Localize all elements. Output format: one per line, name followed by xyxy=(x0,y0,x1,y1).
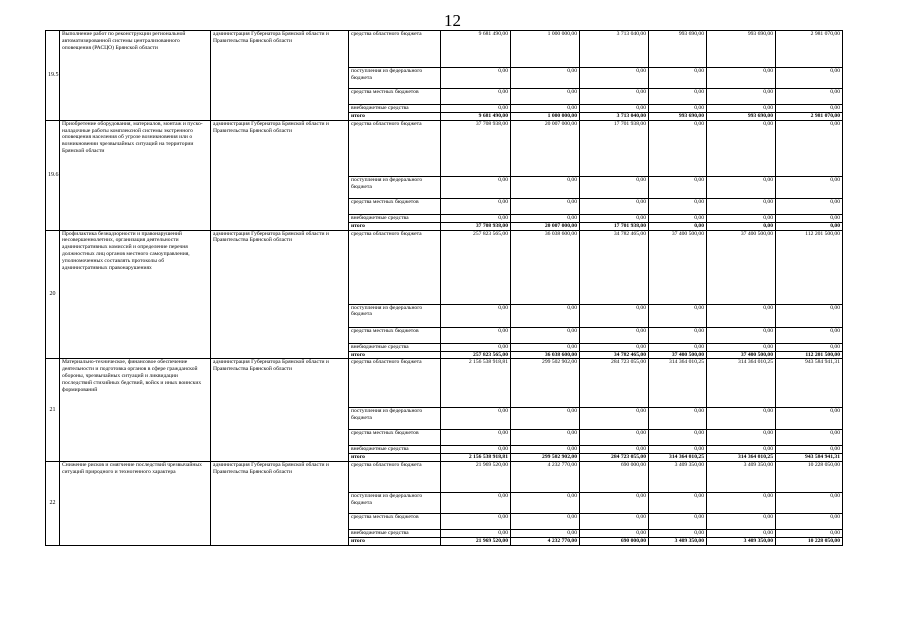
row-number: 19.5 xyxy=(46,31,60,121)
activity-title: Выполнение работ по реконструкции региональной автоматизированной системы централизованного оповещения (РАСЦО) Брянской области xyxy=(60,31,211,121)
executor: администрация Губернатора Брянской области и Правительства Брянской области xyxy=(211,31,349,121)
table-row xyxy=(46,31,843,68)
table-row xyxy=(46,359,843,408)
funding-source-label: средства областного бюджета xyxy=(349,359,441,408)
amount-cell: 0,00 xyxy=(649,176,707,198)
funding-source-label: итого xyxy=(349,113,441,121)
amount-cell: 0,00 xyxy=(776,89,843,105)
amount-cell: 299 502 902,00 xyxy=(511,454,580,462)
amount-cell: 0,00 xyxy=(649,89,707,105)
amount-cell: 0,00 xyxy=(776,530,843,538)
amount-cell: 0,00 xyxy=(580,214,649,222)
funding-source-label: поступления из федерального бюджета xyxy=(349,304,441,327)
amount-cell: 36 038 600,00 xyxy=(511,230,580,304)
amount-cell: 0,00 xyxy=(511,214,580,222)
funding-source-label: итого xyxy=(349,454,441,462)
funding-source-label: внебюджетные средства xyxy=(349,105,441,113)
amount-cell: 112 201 500,00 xyxy=(776,351,843,359)
amount-cell: 0,00 xyxy=(649,430,707,446)
amount-cell: 993 690,00 xyxy=(649,31,707,68)
amount-cell: 0,00 xyxy=(580,430,649,446)
amount-cell: 0,00 xyxy=(776,198,843,214)
funding-source-label: средства местных бюджетов xyxy=(349,514,441,530)
amount-cell: 0,00 xyxy=(776,176,843,198)
amount-cell: 0,00 xyxy=(776,343,843,351)
amount-cell: 0,00 xyxy=(649,514,707,530)
amount-cell: 257 823 565,00 xyxy=(441,230,511,304)
amount-cell: 0,00 xyxy=(580,105,649,113)
funding-source-label: итого xyxy=(349,538,441,546)
amount-cell: 0,00 xyxy=(580,493,649,514)
amount-cell: 0,00 xyxy=(511,198,580,214)
amount-cell: 10 228 050,00 xyxy=(776,538,843,546)
amount-cell: 993 690,00 xyxy=(707,31,776,68)
amount-cell: 0,00 xyxy=(441,198,511,214)
amount-cell: 0,00 xyxy=(707,514,776,530)
amount-cell: 21 969 520,00 xyxy=(441,462,511,493)
funding-source-label: средства областного бюджета xyxy=(349,120,441,176)
amount-cell: 0,00 xyxy=(649,68,707,89)
amount-cell: 0,00 xyxy=(580,198,649,214)
amount-cell: 0,00 xyxy=(649,222,707,230)
amount-cell: 0,00 xyxy=(441,304,511,327)
amount-cell: 0,00 xyxy=(580,304,649,327)
row-number: 20 xyxy=(46,230,60,359)
amount-cell: 37 400 500,00 xyxy=(707,351,776,359)
row-number: 21 xyxy=(46,359,60,462)
executor: администрация Губернатора Брянской области и Правительства Брянской области xyxy=(211,359,349,462)
amount-cell: 37 708 938,00 xyxy=(441,120,511,176)
amount-cell: 0,00 xyxy=(649,446,707,454)
amount-cell: 37 400 500,00 xyxy=(649,351,707,359)
amount-cell: 0,00 xyxy=(707,68,776,89)
executor: администрация Губернатора Брянской области и Правительства Брянской области xyxy=(211,230,349,359)
amount-cell: 0,00 xyxy=(649,304,707,327)
funding-source-label: средства областного бюджета xyxy=(349,462,441,493)
amount-cell: 20 007 000,00 xyxy=(511,222,580,230)
amount-cell: 37 708 938,00 xyxy=(441,222,511,230)
amount-cell: 0,00 xyxy=(649,120,707,176)
amount-cell: 0,00 xyxy=(511,493,580,514)
amount-cell: 4 232 770,00 xyxy=(511,462,580,493)
funding-source-label: поступления из федерального бюджета xyxy=(349,68,441,89)
amount-cell: 0,00 xyxy=(441,176,511,198)
funding-source-label: поступления из федерального бюджета xyxy=(349,408,441,430)
amount-cell: 314 364 010,25 xyxy=(649,359,707,408)
amount-cell: 0,00 xyxy=(776,214,843,222)
amount-cell: 0,00 xyxy=(441,408,511,430)
amount-cell: 0,00 xyxy=(776,120,843,176)
funding-source-label: средства местных бюджетов xyxy=(349,430,441,446)
amount-cell: 0,00 xyxy=(511,408,580,430)
funding-source-label: поступления из федерального бюджета xyxy=(349,176,441,198)
amount-cell: 993 690,00 xyxy=(707,113,776,121)
activity-title: Снижение рисков и смягчение последствий чрезвычайных ситуаций природного и техногенного характера xyxy=(60,462,211,546)
amount-cell: 0,00 xyxy=(580,176,649,198)
amount-cell: 0,00 xyxy=(707,327,776,343)
amount-cell: 0,00 xyxy=(776,68,843,89)
funding-source-label: итого xyxy=(349,351,441,359)
amount-cell: 943 584 941,31 xyxy=(776,359,843,408)
amount-cell: 284 723 055,00 xyxy=(580,454,649,462)
amount-cell: 0,00 xyxy=(441,514,511,530)
amount-cell: 299 502 902,00 xyxy=(511,359,580,408)
amount-cell: 0,00 xyxy=(511,446,580,454)
amount-cell: 2 156 538 918,81 xyxy=(441,454,511,462)
activity-title: Приобретение оборудования, материалов, монтаж и пуско-наладочные работы комплексной системы экстренного оповещения населения об угрозе возникновения или о возникновении чрезвычайных ситуаций на территории Брянской области xyxy=(60,120,211,230)
amount-cell: 314 364 010,25 xyxy=(707,454,776,462)
amount-cell: 0,00 xyxy=(441,68,511,89)
amount-cell: 0,00 xyxy=(776,430,843,446)
amount-cell: 257 823 565,00 xyxy=(441,351,511,359)
amount-cell: 0,00 xyxy=(441,446,511,454)
executor: администрация Губернатора Брянской области и Правительства Брянской области xyxy=(211,462,349,546)
executor: администрация Губернатора Брянской области и Правительства Брянской области xyxy=(211,120,349,230)
funding-source-label: внебюджетные средства xyxy=(349,343,441,351)
amount-cell: 36 038 600,00 xyxy=(511,351,580,359)
amount-cell: 0,00 xyxy=(511,530,580,538)
amount-cell: 37 400 500,00 xyxy=(707,230,776,304)
amount-cell: 9 681 490,00 xyxy=(441,113,511,121)
amount-cell: 0,00 xyxy=(707,304,776,327)
amount-cell: 0,00 xyxy=(441,493,511,514)
amount-cell: 0,00 xyxy=(707,446,776,454)
amount-cell: 112 201 500,00 xyxy=(776,230,843,304)
amount-cell: 3 713 040,00 xyxy=(580,113,649,121)
amount-cell: 314 364 010,25 xyxy=(707,359,776,408)
amount-cell: 1 000 000,00 xyxy=(511,31,580,68)
amount-cell: 0,00 xyxy=(580,327,649,343)
amount-cell: 3 409 350,00 xyxy=(707,462,776,493)
amount-cell: 943 584 941,31 xyxy=(776,454,843,462)
amount-cell: 0,00 xyxy=(649,408,707,430)
amount-cell: 21 969 520,00 xyxy=(441,538,511,546)
amount-cell: 0,00 xyxy=(580,408,649,430)
amount-cell: 0,00 xyxy=(776,493,843,514)
funding-source-label: внебюджетные средства xyxy=(349,530,441,538)
amount-cell: 0,00 xyxy=(511,89,580,105)
amount-cell: 0,00 xyxy=(580,343,649,351)
amount-cell: 0,00 xyxy=(707,343,776,351)
row-number: 22 xyxy=(46,462,60,546)
amount-cell: 993 690,00 xyxy=(649,113,707,121)
amount-cell: 0,00 xyxy=(649,214,707,222)
amount-cell: 0,00 xyxy=(441,343,511,351)
amount-cell: 1 000 000,00 xyxy=(511,113,580,121)
amount-cell: 4 232 770,00 xyxy=(511,538,580,546)
activity-title: Материально-техническое, финансовое обеспечение деятельности и подготовка органов в сфере гражданской обороны, чрезвычайных ситуаций и ликвидации последствий стихийных бедствий, войск и иных воинских формирований xyxy=(60,359,211,462)
funding-source-label: средства местных бюджетов xyxy=(349,89,441,105)
funding-source-label: внебюджетные средства xyxy=(349,446,441,454)
funding-source-label: итого xyxy=(349,222,441,230)
amount-cell: 0,00 xyxy=(441,530,511,538)
amount-cell: 0,00 xyxy=(649,530,707,538)
amount-cell: 0,00 xyxy=(649,105,707,113)
amount-cell: 20 007 000,00 xyxy=(511,120,580,176)
funding-source-label: внебюджетные средства xyxy=(349,214,441,222)
amount-cell: 0,00 xyxy=(511,514,580,530)
table-row xyxy=(46,230,843,304)
amount-cell: 2 156 538 918,81 xyxy=(441,359,511,408)
amount-cell: 0,00 xyxy=(776,514,843,530)
amount-cell: 2 981 070,00 xyxy=(776,113,843,121)
amount-cell: 0,00 xyxy=(649,198,707,214)
amount-cell: 37 400 500,00 xyxy=(649,230,707,304)
amount-cell: 0,00 xyxy=(707,198,776,214)
amount-cell: 17 701 938,00 xyxy=(580,222,649,230)
amount-cell: 0,00 xyxy=(511,304,580,327)
amount-cell: 0,00 xyxy=(707,493,776,514)
funding-source-label: поступления из федерального бюджета xyxy=(349,493,441,514)
amount-cell: 3 409 350,00 xyxy=(649,538,707,546)
amount-cell: 0,00 xyxy=(511,430,580,446)
amount-cell: 0,00 xyxy=(707,120,776,176)
amount-cell: 690 000,00 xyxy=(580,462,649,493)
amount-cell: 0,00 xyxy=(707,222,776,230)
amount-cell: 0,00 xyxy=(580,514,649,530)
amount-cell: 690 000,00 xyxy=(580,538,649,546)
amount-cell: 0,00 xyxy=(441,430,511,446)
amount-cell: 0,00 xyxy=(441,214,511,222)
amount-cell: 2 981 070,00 xyxy=(776,31,843,68)
amount-cell: 0,00 xyxy=(511,68,580,89)
amount-cell: 10 228 050,00 xyxy=(776,462,843,493)
amount-cell: 9 681 490,00 xyxy=(441,31,511,68)
table-body xyxy=(46,31,843,546)
amount-cell: 314 364 010,25 xyxy=(649,454,707,462)
amount-cell: 0,00 xyxy=(441,89,511,105)
funding-source-label: средства местных бюджетов xyxy=(349,198,441,214)
amount-cell: 0,00 xyxy=(776,105,843,113)
amount-cell: 0,00 xyxy=(707,408,776,430)
amount-cell: 0,00 xyxy=(707,176,776,198)
amount-cell: 0,00 xyxy=(776,327,843,343)
amount-cell: 17 701 938,00 xyxy=(580,120,649,176)
amount-cell: 3 713 040,00 xyxy=(580,31,649,68)
amount-cell: 0,00 xyxy=(511,327,580,343)
amount-cell: 3 409 350,00 xyxy=(707,538,776,546)
amount-cell: 3 409 350,00 xyxy=(649,462,707,493)
activity-title: Профилактика безнадзорности и правонарушений несовершеннолетних, организация деятельности административных комиссий и определение перечня должностных лиц органов местного самоуправления, уполномоченных составлять протоколы об административных правонарушениях xyxy=(60,230,211,359)
amount-cell: 0,00 xyxy=(776,304,843,327)
amount-cell: 0,00 xyxy=(707,89,776,105)
table-row xyxy=(46,120,843,176)
amount-cell: 0,00 xyxy=(580,89,649,105)
amount-cell: 0,00 xyxy=(441,105,511,113)
amount-cell: 0,00 xyxy=(511,343,580,351)
amount-cell: 284 723 055,00 xyxy=(580,359,649,408)
table-row xyxy=(46,462,843,493)
amount-cell: 0,00 xyxy=(707,530,776,538)
page-number: 12 xyxy=(444,11,461,30)
amount-cell: 0,00 xyxy=(707,105,776,113)
budget-table xyxy=(45,30,843,546)
amount-cell: 0,00 xyxy=(580,446,649,454)
row-number: 19.6 xyxy=(46,120,60,230)
amount-cell: 0,00 xyxy=(776,446,843,454)
amount-cell: 0,00 xyxy=(511,176,580,198)
amount-cell: 0,00 xyxy=(776,222,843,230)
amount-cell: 34 782 465,00 xyxy=(580,230,649,304)
amount-cell: 0,00 xyxy=(649,493,707,514)
amount-cell: 0,00 xyxy=(707,430,776,446)
amount-cell: 0,00 xyxy=(441,327,511,343)
amount-cell: 0,00 xyxy=(776,408,843,430)
amount-cell: 34 782 465,00 xyxy=(580,351,649,359)
amount-cell: 0,00 xyxy=(580,68,649,89)
amount-cell: 0,00 xyxy=(649,343,707,351)
funding-source-label: средства областного бюджета xyxy=(349,230,441,304)
amount-cell: 0,00 xyxy=(511,105,580,113)
funding-source-label: средства местных бюджетов xyxy=(349,327,441,343)
amount-cell: 0,00 xyxy=(649,327,707,343)
funding-source-label: средства областного бюджета xyxy=(349,31,441,68)
amount-cell: 0,00 xyxy=(707,214,776,222)
amount-cell: 0,00 xyxy=(580,530,649,538)
